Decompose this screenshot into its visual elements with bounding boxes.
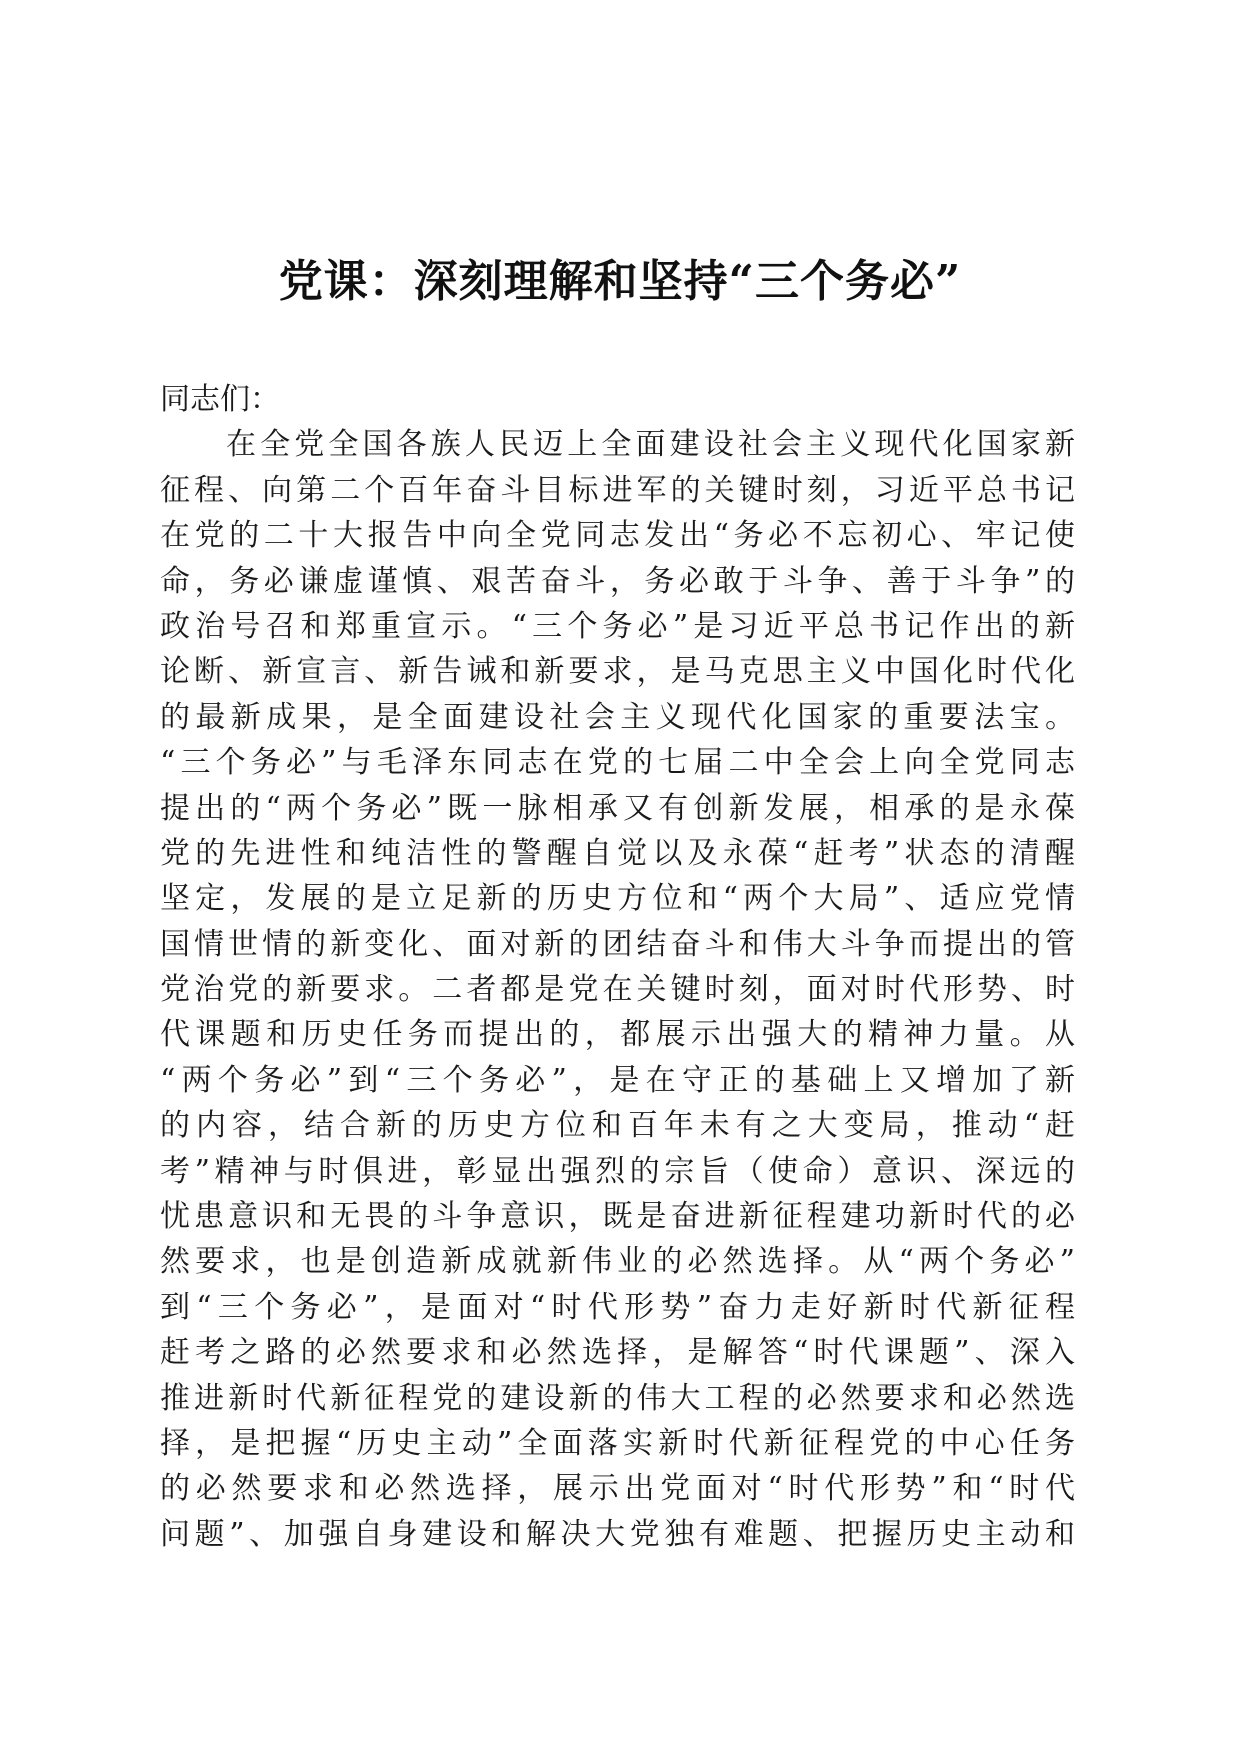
- paragraph-line: 考”精神与时俱进，彰显出强烈的宗旨（使命）意识、深远的: [160, 1153, 1075, 1189]
- paragraph-line: 到“三个务必”，是面对“时代形势”奋力走好新时代新征程: [160, 1289, 1075, 1325]
- paragraph-line: 在党的二十大报告中向全党同志发出“务必不忘初心、牢记使: [160, 518, 1075, 554]
- paragraph-line: 征程、向第二个百年奋斗目标进军的关键时刻，习近平总书记: [160, 472, 1075, 508]
- paragraph-line: “三个务必”与毛泽东同志在党的七届二中全会上向全党同志: [160, 745, 1075, 781]
- paragraph-line: 择，是把握“历史主动”全面落实新时代新征程党的中心任务: [160, 1425, 1075, 1461]
- salutation: 同志们：: [160, 382, 280, 417]
- paragraph-line: 政治号召和郑重宣示。“三个务必”是习近平总书记作出的新: [160, 608, 1075, 644]
- paragraph-line: 然要求，也是创造新成就新伟业的必然选择。从“两个务必”: [160, 1244, 1075, 1280]
- document-title: 党课：深刻理解和坚持“三个务必”: [278, 256, 962, 307]
- paragraph-line: 问题”、加强自身建设和解决大党独有难题、把握历史主动和: [160, 1516, 1075, 1552]
- paragraph-line: “两个务必”到“三个务必”，是在守正的基础上又增加了新: [160, 1062, 1075, 1098]
- paragraph-line: 的内容，结合新的历史方位和百年未有之大变局，推动“赶: [160, 1108, 1075, 1144]
- paragraph-line: 忧患意识和无畏的斗争意识，既是奋进新征程建功新时代的必: [160, 1199, 1075, 1235]
- paragraph-line: 命，务必谦虚谨慎、艰苦奋斗，务必敢于斗争、善于斗争”的: [160, 563, 1075, 599]
- paragraph-line: 国情世情的新变化、面对新的团结奋斗和伟大斗争而提出的管: [160, 926, 1075, 962]
- paragraph-line: 的最新成果，是全面建设社会主义现代化国家的重要法宝。: [160, 699, 1075, 735]
- paragraph-line: 的必然要求和必然选择，展示出党面对“时代形势”和“时代: [160, 1471, 1075, 1507]
- paragraph-line: 推进新时代新征程党的建设新的伟大工程的必然要求和必然选: [160, 1380, 1075, 1416]
- paragraph-line: 赶考之路的必然要求和必然选择，是解答“时代课题”、深入: [160, 1335, 1075, 1371]
- paragraph-line: 论断、新宣言、新告诫和新要求，是马克思主义中国化时代化: [160, 654, 1075, 690]
- paragraph-line: 党治党的新要求。二者都是党在关键时刻，面对时代形势、时: [160, 972, 1075, 1008]
- paragraph-line: 坚定，发展的是立足新的历史方位和“两个大局”、适应党情: [160, 881, 1075, 917]
- paragraph-line: 在全党全国各族人民迈上全面建设社会主义现代化国家新: [226, 427, 1075, 463]
- paragraph-line: 提出的“两个务必”既一脉相承又有创新发展，相承的是永葆: [160, 790, 1075, 826]
- document-body: [160, 377, 1075, 1557]
- paragraph-line: 代课题和历史任务而提出的，都展示出强大的精神力量。从: [160, 1017, 1075, 1053]
- paragraph-line: 党的先进性和纯洁性的警醒自觉以及永葆“赶考”状态的清醒: [160, 835, 1075, 871]
